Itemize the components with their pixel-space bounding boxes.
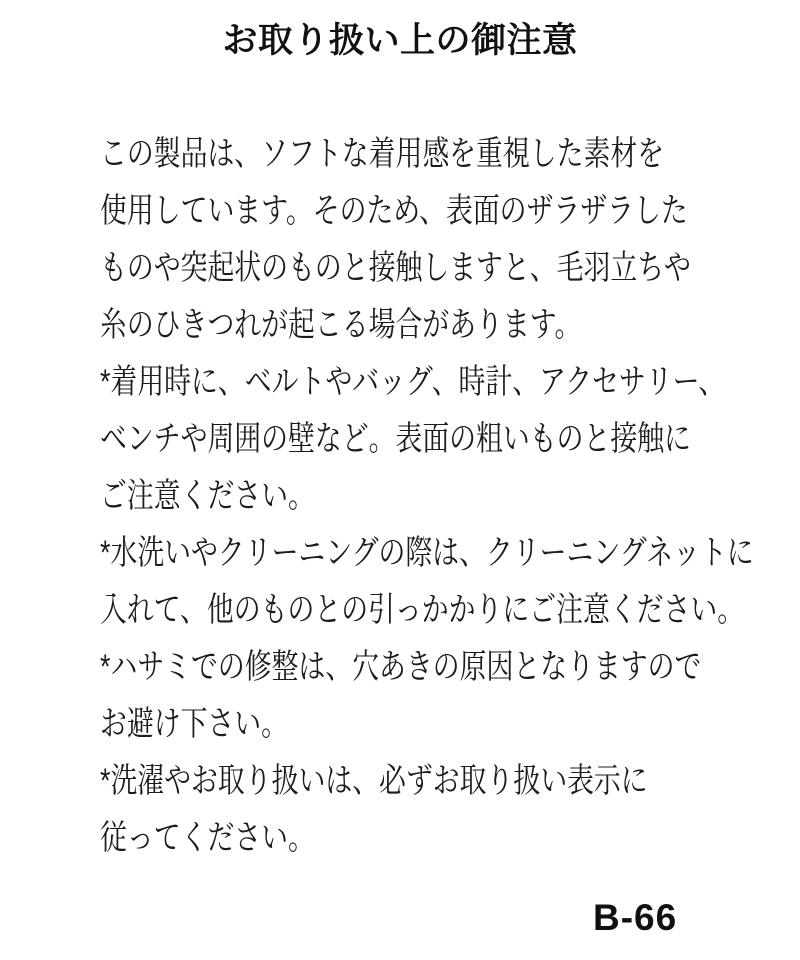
care-text-line: *水洗いやクリーニングの際は、クリーニングネットに: [100, 534, 754, 572]
care-instructions-text: [100, 126, 754, 867]
care-text-line: ベンチや周囲の壁など。表面の粗いものと接触に: [100, 420, 691, 458]
care-text-line: *ハサミでの修整は、穴あきの原因となりますので: [100, 648, 702, 686]
care-text-line: *着用時に、ベルトやバッグ、時計、アクセサリー、: [100, 363, 726, 401]
care-text-line: ご注意ください。: [100, 477, 315, 515]
page-title: お取り扱い上の御注意: [222, 21, 578, 60]
care-text-line: 従ってください。: [100, 819, 315, 857]
page-number-label: B-66: [593, 897, 678, 938]
care-text-line: ものや突起状のものと接触しますと、毛羽立ちや: [100, 249, 691, 287]
care-text-line: この製品は、ソフトな着用感を重視した素材を: [100, 135, 665, 173]
care-text-line: *洗濯やお取り扱いは、必ずお取り扱い表示に: [100, 762, 648, 800]
care-text-line: 使用しています。そのため、表面のザラザラした: [100, 192, 688, 230]
care-text-line: 糸のひきつれが起こる場合があります。: [100, 306, 582, 344]
care-text-line: 入れて、他のものとの引っかかりにご注意ください。: [100, 591, 745, 629]
care-text-line: お避け下さい。: [100, 705, 289, 743]
